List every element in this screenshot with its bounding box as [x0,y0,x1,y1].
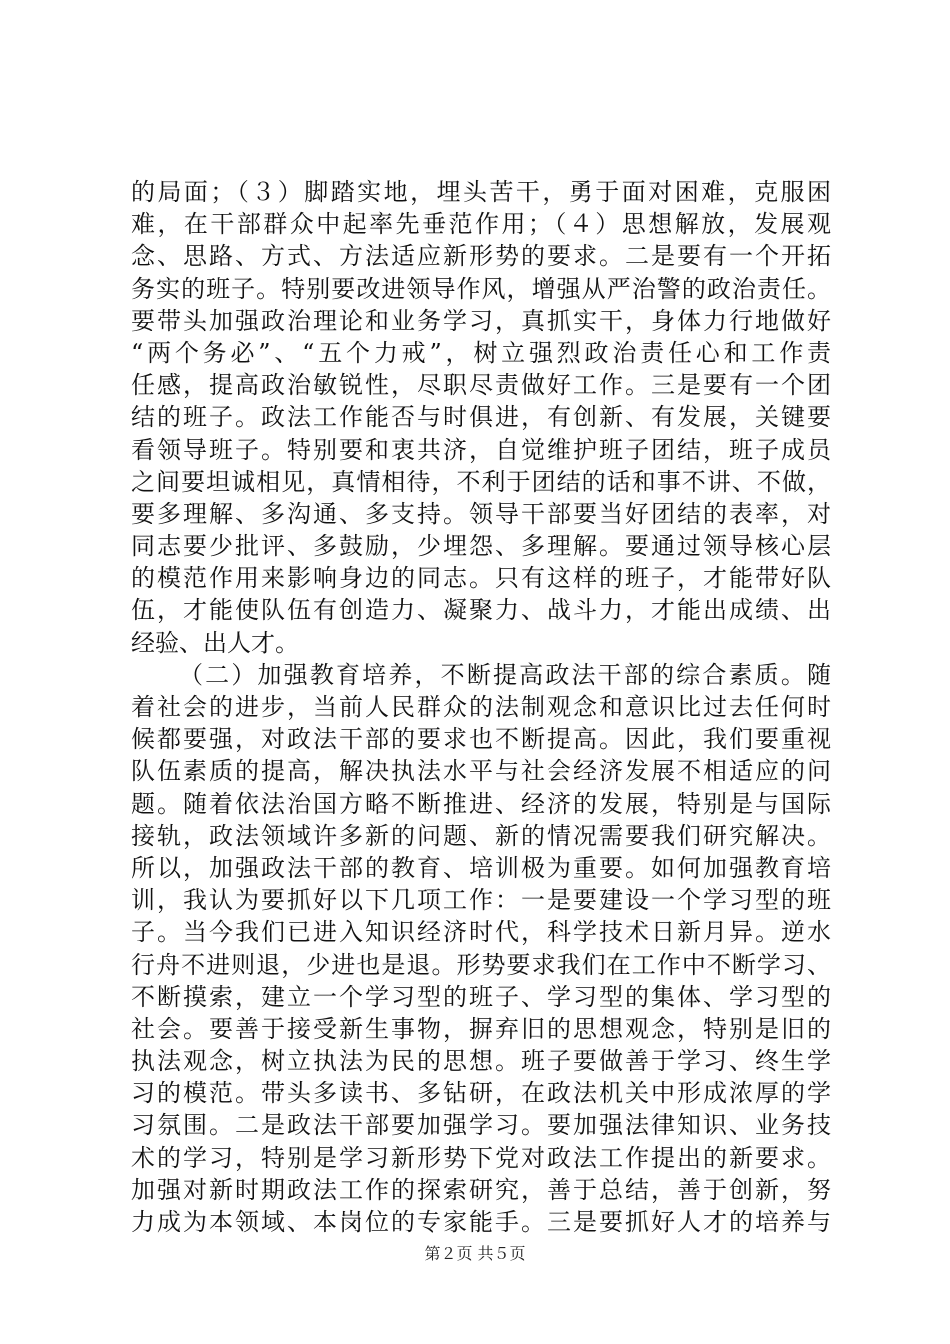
text-line: 念、思路、方式、方法适应新形势的要求。二是要有一个开拓 [131,242,831,271]
text-line: 同志要少批评、多鼓励，少埋怨、多理解。要通过领导核心层 [131,532,831,561]
text-line: 子。当今我们已进入知识经济时代，科学技术日新月异。逆水 [131,918,831,947]
paragraph-start-line: （二）加强教育培养，不断提高政法干部的综合素质。随 [179,660,831,689]
text-line: 题。随着依法治国方略不断推进、经济的发展，特别是与国际 [131,789,831,818]
text-line: 看领导班子。特别要和衷共济，自觉维护班子团结，班子成员 [131,435,831,464]
page-number-label: 第２页 共５页 [424,1244,526,1263]
text-line: 训，我认为要抓好以下几项工作：一是要建设一个学习型的班 [131,886,831,915]
text-line: 所以，加强政法干部的教育、培训极为重要。如何加强教育培 [131,853,831,882]
text-line: 伍，才能使队伍有创造力、凝聚力、战斗力，才能出成绩、出 [131,596,831,625]
text-line: “两个务必”、“五个力戒”，树立强烈政治责任心和工作责 [131,338,831,367]
text-line: 社会。要善于接受新生事物，摒弃旧的思想观念，特别是旧的 [131,1014,831,1043]
text-line: 术的学习，特别是学习新形势下党对政法工作提出的新要求。 [131,1143,831,1172]
text-line: 任感，提高政治敏锐性，尽职尽责做好工作。三是要有一个团 [131,371,831,400]
text-line: 候都要强，对政法干部的要求也不断提高。因此，我们要重视 [131,725,831,754]
text-line: 务实的班子。特别要改进领导作风，增强从严治警的政治责任。 [131,274,831,303]
text-line: 不断摸索，建立一个学习型的班子、学习型的集体、学习型的 [131,982,831,1011]
paragraph-end-line: 经验、出人才。 [131,628,299,657]
text-line: 着社会的进步，当前人民群众的法制观念和意识比过去任何时 [131,693,831,721]
text-line: 行舟不进则退，少进也是退。形势要求我们在工作中不断学习、 [131,950,831,979]
body-text [131,176,831,1238]
text-line: 难，在干部群众中起率先垂范作用；（４）思想解放，发展观 [131,210,831,239]
text-line: 习氛围。二是政法干部要加强学习。要加强法律知识、业务技 [131,1111,831,1140]
text-line: 习的模范。带头多读书、多钻研，在政法机关中形成浓厚的学 [131,1079,831,1108]
text-line: 的模范作用来影响身边的同志。只有这样的班子，才能带好队 [131,564,831,593]
text-line: 力成为本领域、本岗位的专家能手。三是要抓好人才的培养与 [131,1208,831,1236]
text-line: 的局面；（３）脚踏实地，埋头苦干，勇于面对困难，克服困 [131,178,831,206]
text-line: 结的班子。政法工作能否与时俱进，有创新、有发展，关键要 [131,403,831,432]
text-line: 要多理解、多沟通、多支持。领导干部要当好团结的表率，对 [131,499,831,528]
text-line: 执法观念，树立执法为民的思想。班子要做善于学习、终生学 [131,1047,831,1076]
text-line: 接轨，政法领域许多新的问题、新的情况需要我们研究解决。 [131,821,831,850]
text-line: 队伍素质的提高，解决执法水平与社会经济发展不相适应的问 [131,757,831,786]
text-line: 要带头加强政治理论和业务学习，真抓实干，身体力行地做好 [131,306,831,335]
text-line: 加强对新时期政法工作的探索研究，善于总结，善于创新，努 [131,1175,831,1204]
page-footer [0,1244,950,1264]
text-line: 之间要坦诚相见，真情相待，不利于团结的话和事不讲、不做， [131,467,831,496]
